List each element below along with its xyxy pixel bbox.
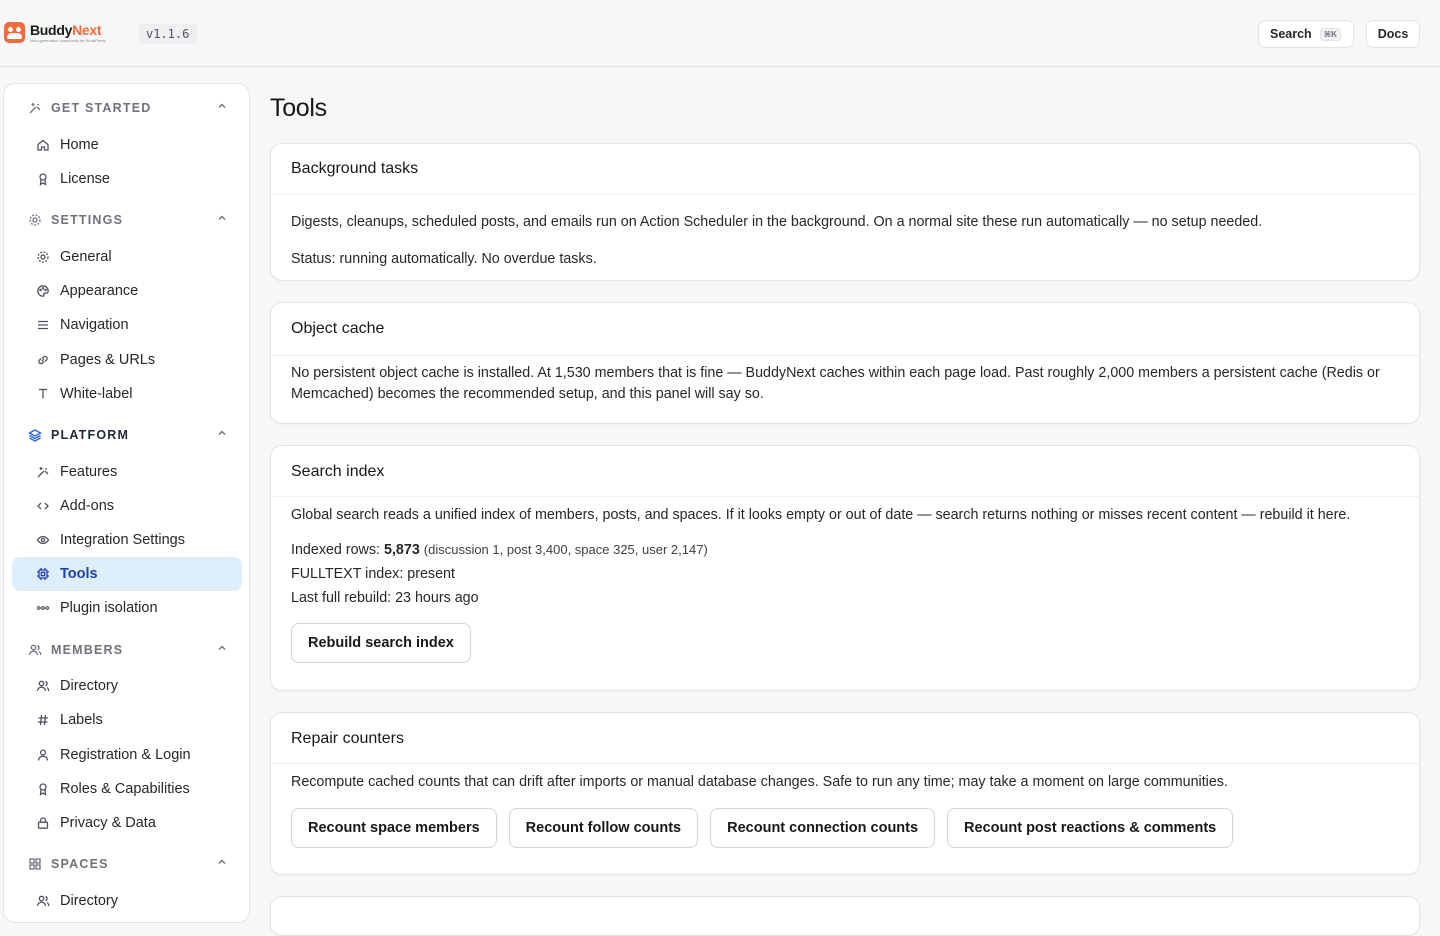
sidebar (3, 83, 250, 923)
link-icon (35, 353, 50, 368)
next-card (270, 896, 1420, 936)
card-title: Object cache (271, 303, 1419, 356)
card-description: No persistent object cache is installed. At 1,530 members that is fine — BuddyNext caches within each page load. Past roughly 2,000 members a persistent cache (Redis or Memcached) becomes the recommended setup, and this panel will say so. (291, 365, 1380, 402)
card-title: Search index (271, 446, 1419, 497)
version-badge: v1.1.6 (138, 24, 197, 44)
cpu-icon (35, 567, 50, 582)
card-description: Global search reads a unified index of members, posts, and spaces. If it looks empty or out of date — search returns nothing or misses recent content — rebuild it here. (291, 507, 1351, 523)
gear-icon (35, 250, 50, 265)
sidebar-item-directory[interactable]: Directory (12, 669, 242, 703)
recount-follow-counts-button[interactable]: Recount follow counts (509, 808, 698, 848)
users-icon (35, 679, 50, 694)
search-button[interactable] (1258, 20, 1354, 48)
background-tasks-card (270, 143, 1420, 281)
hash-icon (35, 713, 50, 728)
fulltext-status: FULLTEXT index: present (291, 566, 455, 582)
repair-counters-card (270, 712, 1420, 875)
section-platform[interactable]: PLATFORM (28, 426, 228, 444)
sidebar-item-features[interactable]: Features (12, 455, 242, 489)
sidebar-item-navigation[interactable]: Navigation (12, 308, 242, 342)
sparkles-icon (35, 465, 50, 480)
chevron-up-icon[interactable] (216, 642, 228, 657)
sidebar-item-white-label[interactable]: White-label (12, 377, 242, 411)
sparkles-icon (28, 101, 42, 115)
indexed-count: 5,873 (384, 542, 420, 558)
layers-icon (28, 428, 42, 442)
sidebar-item-pages-urls[interactable]: Pages & URLs (12, 343, 242, 377)
section-settings[interactable]: SETTINGS (28, 211, 228, 229)
sidebar-item-integration-settings[interactable]: Integration Settings (12, 523, 242, 557)
chevron-up-icon[interactable] (216, 856, 228, 871)
card-title: Repair counters (271, 713, 1419, 764)
search-shortcut: ⌘K (1320, 28, 1341, 41)
sidebar-item-plugin-isolation[interactable]: Plugin isolation (12, 591, 242, 625)
lock-icon (35, 816, 50, 831)
list-icon (35, 318, 50, 333)
section-get-started[interactable]: GET STARTED (28, 99, 228, 117)
sidebar-item-privacy-data[interactable]: Privacy & Data (12, 806, 242, 840)
sidebar-item-labels[interactable]: Labels (12, 703, 242, 737)
indexed-breakdown: (discussion 1, post 3,400, space 325, user 2,147) (423, 542, 708, 557)
object-cache-card (270, 302, 1420, 424)
users-icon (35, 894, 50, 909)
search-label: Search (1270, 27, 1312, 41)
search-index-card (270, 445, 1420, 691)
indexed-rows: Indexed rows: 5,873 (discussion 1, post 3,400, space 325, user 2,147) (291, 542, 708, 558)
section-spaces[interactable]: SPACES (28, 855, 228, 873)
dots-icon (35, 601, 50, 616)
status-text: Status: running automatically. No overdue tasks. (291, 251, 597, 267)
users-icon (28, 643, 42, 657)
gear-icon (28, 213, 42, 227)
sidebar-item-license[interactable]: License (12, 162, 242, 196)
top-bar (0, 0, 1440, 67)
sidebar-item-spaces-directory[interactable]: Directory (12, 884, 242, 918)
logo-icon (4, 22, 25, 43)
brand-name-second: Next (72, 21, 102, 38)
award-icon (35, 782, 50, 797)
eye-icon (35, 533, 50, 548)
sidebar-item-home[interactable]: Home (12, 128, 242, 162)
user-icon (35, 748, 50, 763)
brand-tagline: Next-generation community for WordPress (30, 37, 106, 43)
last-rebuild: Last full rebuild: 23 hours ago (291, 590, 479, 606)
recount-post-reactions-comments-button[interactable]: Recount post reactions & comments (947, 808, 1233, 848)
sidebar-item-registration-login[interactable]: Registration & Login (12, 738, 242, 772)
docs-button[interactable]: Docs (1366, 20, 1420, 48)
sidebar-item-roles-capabilities[interactable]: Roles & Capabilities (12, 772, 242, 806)
sidebar-item-add-ons[interactable]: Add-ons (12, 489, 242, 523)
sidebar-item-tools[interactable]: Tools (12, 557, 242, 591)
brand-logo[interactable] (4, 22, 106, 43)
recount-space-members-button[interactable]: Recount space members (291, 808, 497, 848)
sidebar-item-appearance[interactable]: Appearance (12, 274, 242, 308)
type-icon (35, 387, 50, 402)
rebuild-search-index-button[interactable]: Rebuild search index (291, 623, 471, 663)
card-description: Digests, cleanups, scheduled posts, and emails run on Action Scheduler in the background. On a normal site these run automatically — no setup needed. (291, 214, 1263, 230)
palette-icon (35, 284, 50, 299)
award-icon (35, 172, 50, 187)
code-icon (35, 499, 50, 514)
grid-icon (28, 857, 42, 871)
brand-name-first: Buddy (30, 21, 73, 38)
home-icon (35, 138, 50, 153)
recount-connection-counts-button[interactable]: Recount connection counts (710, 808, 935, 848)
chevron-up-icon[interactable] (216, 427, 228, 442)
sidebar-item-general[interactable]: General (12, 240, 242, 274)
chevron-up-icon[interactable] (216, 212, 228, 227)
card-title: Background tasks (271, 144, 1419, 195)
section-members[interactable]: MEMBERS (28, 641, 228, 659)
page-title: Tools (270, 94, 327, 122)
card-description: Recompute cached counts that can drift after imports or manual database changes. Safe to run any time; may take a moment on large communities. (291, 774, 1228, 790)
chevron-up-icon[interactable] (216, 100, 228, 115)
